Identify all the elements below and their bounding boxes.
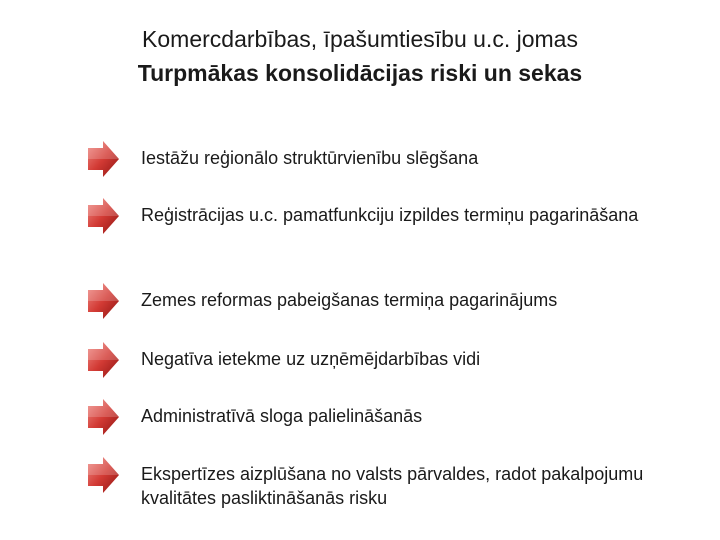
bullet-text: Zemes reformas pabeigšanas termiņa pagarinājums: [141, 290, 558, 310]
slide-title: Komercdarbības, īpašumtiesību u.c. jomas: [142, 26, 578, 52]
bullet-text: Iestāžu reģionālo struktūrvienību slēgšana: [141, 148, 479, 168]
red-arrow-icon: [86, 456, 120, 494]
bullet-text: Administratīvā sloga palielināšanās: [141, 406, 423, 426]
bullet-text: Negatīva ietekme uz uzņēmējdarbības vidi: [141, 349, 481, 369]
red-arrow-icon: [86, 398, 120, 436]
red-arrow-icon: [86, 197, 120, 235]
slide-subtitle: Turpmākas konsolidācijas riski un sekas: [137, 60, 583, 86]
red-arrow-icon: [86, 341, 120, 379]
red-arrow-icon: [86, 282, 120, 320]
red-arrow-icon: [86, 140, 120, 178]
bullet-text: Reģistrācijas u.c. pamatfunkciju izpildes termiņu pagarināšana: [141, 205, 639, 225]
bullet-text: Ekspertīzes aizplūšana no valsts pārvaldes, radot pakalpojumu kvalitātes pasliktināšanās risku: [141, 464, 644, 508]
